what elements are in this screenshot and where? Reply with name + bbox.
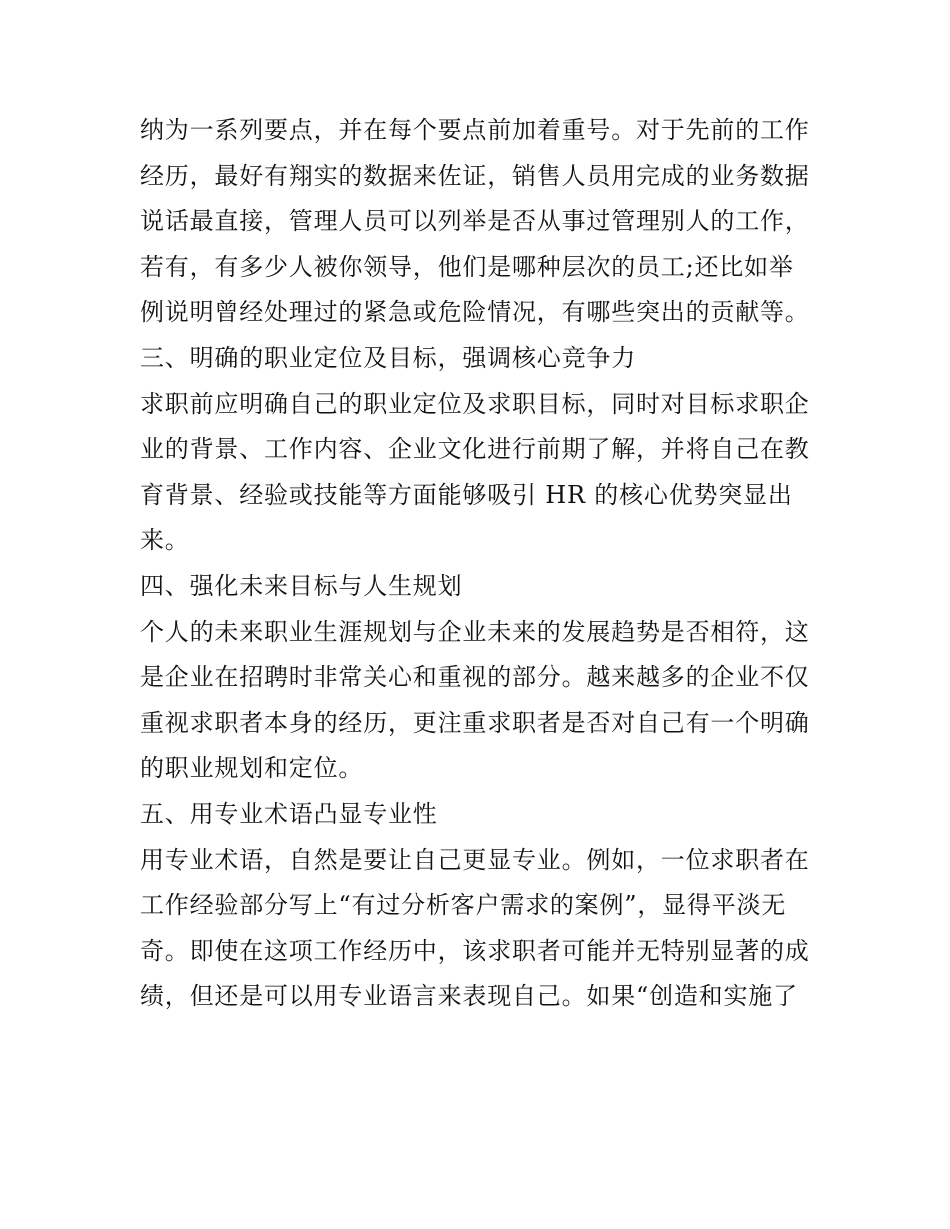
paragraph-line: 工作经验部分写上“有过分析客户需求的案例”，显得平淡无 [140,891,787,920]
paragraph-line: 奇。即使在这项工作经历中，该求职者可能并无特别显著的成 [140,936,810,965]
paragraph-line: 重视求职者本身的经历，更注重求职者是否对自己有一个明确 [140,708,810,737]
paragraph-line: 求职前应明确自己的职业定位及求职目标，同时对目标求职企 [140,389,810,418]
paragraph-line: 个人的未来职业生涯规划与企业未来的发展趋势是否相符，这 [140,617,810,646]
paragraph-line: 业的背景、工作内容、企业文化进行前期了解，并将自己在教 [140,435,810,464]
paragraph-line: 的职业规划和定位。 [140,754,364,783]
paragraph-line: 经历，最好有翔实的数据来佐证，销售人员用完成的业务数据 [140,161,810,190]
paragraph-line: 若有，有多少人被你领导，他们是哪种层次的员工;还比如举 [140,252,794,281]
paragraph-line: 例说明曾经处理过的紧急或危险情况，有哪些突出的贡献等。 [140,298,810,327]
paragraph-line: 纳为一系列要点，并在每个要点前加着重号。对于先前的工作 [140,116,810,144]
section-heading-5: 五、用专业术语凸显专业性 [140,799,438,828]
paragraph-line: 用专业术语，自然是要让自己更显专业。例如，一位求职者在 [140,845,810,874]
paragraph-line: 绩，但还是可以用专业语言来表现自己。如果“创造和实施了 [140,982,798,1011]
section-heading-3: 三、明确的职业定位及目标，强调核心竞争力 [140,343,636,372]
paragraph-line: 育背景、经验或技能等方面能够吸引 HR 的核心优势突显出 [140,480,793,509]
paragraph-line: 说话最直接，管理人员可以列举是否从事过管理别人的工作， [140,207,810,236]
paragraph-line: 来。 [140,526,190,555]
document-body [140,108,820,1020]
section-heading-4: 四、强化未来目标与人生规划 [140,571,463,600]
paragraph-line: 是企业在招聘时非常关心和重视的部分。越来越多的企业不仅 [140,663,810,692]
